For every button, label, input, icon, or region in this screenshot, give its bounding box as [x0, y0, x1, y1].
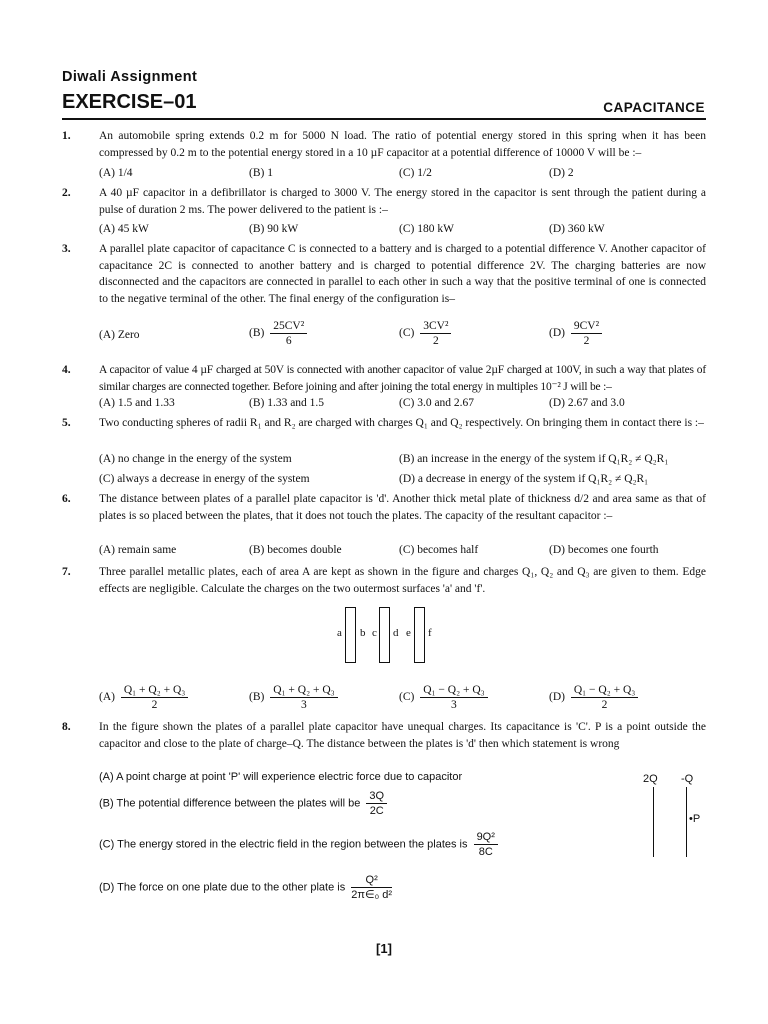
- question-number: 8.: [62, 721, 71, 733]
- option-a[interactable]: (A) remain same: [99, 544, 177, 556]
- question-text: The distance between plates of a parallel plate capacitor is 'd'. Another thick metal plate of thickness d/2 and area same as that of plates is so placed between the plates, that it does not touch the plates. The capacity of the resultant capacitor :–: [99, 493, 706, 522]
- option-d[interactable]: (D) becomes one fourth: [549, 544, 659, 556]
- option-c[interactable]: (C) 1/2: [399, 167, 432, 179]
- plate-3: [414, 607, 425, 663]
- question-number: 3.: [62, 243, 71, 255]
- plate-2: [379, 607, 390, 663]
- question-text: In the figure shown the plates of a parallel plate capacitor have unequal charges. Its capacitance is 'C'. P is a point outside the capacitor and close to the plate of charge–Q. The distance between the plates is 'd' then which statement is wrong: [99, 721, 706, 750]
- fraction: $\frac{\text{Q₁ + Q₂ + Q₃}}{3}$: [270, 683, 337, 712]
- plate-1: [345, 607, 356, 663]
- option-a[interactable]: (A) 1/4: [99, 167, 133, 179]
- plate-right: [686, 787, 687, 857]
- question-number: 2.: [62, 187, 71, 199]
- option-b[interactable]: [99, 789, 390, 818]
- surface-label-b: b: [360, 627, 366, 639]
- option-text: (D) The force on one plate due to the other plate is: [99, 881, 346, 894]
- assignment-subtitle: Diwali Assignment: [62, 69, 198, 85]
- option-b[interactable]: (B) 90 kW: [249, 223, 299, 235]
- header-rule: [62, 118, 706, 120]
- plate-charge-neg-q: -Q: [681, 773, 694, 785]
- option-b[interactable]: [249, 683, 341, 712]
- option-d[interactable]: [549, 319, 605, 348]
- question-text: A 40 µF capacitor in a defibrillator is charged to 3000 V. The energy stored in the capacitor is sent through the patient during a pulse of duration 2 ms. The power delivered to the patient is :–: [99, 187, 706, 216]
- surface-label-a: a: [337, 627, 342, 639]
- option-c[interactable]: [399, 319, 454, 348]
- option-d[interactable]: [99, 873, 395, 902]
- option-c[interactable]: [399, 683, 491, 712]
- option-c[interactable]: [99, 830, 501, 859]
- option-letter: (D): [549, 691, 565, 704]
- fraction: $\frac{\text{Q₁ − Q₂ + Q₃}}{3}$: [420, 683, 487, 712]
- fraction: $\frac{3Q}{2C}$: [366, 789, 387, 818]
- option-text: (C) The energy stored in the electric field in the region between the plates is: [99, 838, 468, 851]
- surface-label-d: d: [393, 627, 399, 639]
- fraction: $\frac{\text{9Q²}}{8C}$: [474, 830, 498, 859]
- question-number: 5.: [62, 417, 71, 429]
- option-letter: (A): [99, 691, 115, 704]
- question-number: 1.: [62, 130, 71, 142]
- plate-charge-2q: 2Q: [643, 773, 658, 785]
- option-b[interactable]: (B) 1.33 and 1.5: [249, 397, 325, 409]
- page-number: [1]: [376, 941, 392, 956]
- option-letter: (C): [399, 327, 415, 340]
- fraction: $\frac{\text{Q₁ − Q₂ + Q₃}}{2}$: [571, 683, 638, 712]
- option-d[interactable]: (D) a decrease in energy of the system if Q₁R₂ ≠ Q₂R₁: [399, 473, 649, 485]
- fraction: $\frac{\text{Q₁ + Q₂ + Q₃}}{2}$: [121, 683, 188, 712]
- option-d[interactable]: (D) 360 kW: [549, 223, 605, 235]
- question-number: 7.: [62, 566, 71, 578]
- option-b[interactable]: (B) an increase in the energy of the system if Q₁R₂ ≠ Q₂R₁: [399, 453, 669, 465]
- option-letter: (C): [399, 691, 415, 704]
- option-d[interactable]: (D) 2.67 and 3.0: [549, 397, 625, 409]
- point-p-label: •P: [689, 813, 701, 825]
- option-letter: (B): [249, 327, 265, 340]
- plate-left: [653, 787, 654, 857]
- fraction: $\frac{\text{9CV²}}{2}$: [571, 319, 602, 348]
- option-b[interactable]: (B) becomes double: [249, 544, 342, 556]
- option-b[interactable]: (B) 1: [249, 167, 273, 179]
- option-c[interactable]: (C) 3.0 and 2.67: [399, 397, 475, 409]
- surface-label-f: f: [428, 627, 432, 639]
- surface-label-c: c: [372, 627, 377, 639]
- option-c[interactable]: (C) becomes half: [399, 544, 479, 556]
- question-text: A capacitor of value 4 µF charged at 50V is connected with another capacitor of value 2µF charged at 100V, in such a way that plates of similar charges are connected together. Before joining and after joining the total energy in multiples 10⁻² J will be :–: [99, 364, 706, 393]
- option-c[interactable]: (C) always a decrease in energy of the system: [99, 473, 310, 485]
- option-d[interactable]: [549, 683, 641, 712]
- fraction: $\frac{\text{3CV²}}{2}$: [420, 319, 451, 348]
- option-letter: (B): [249, 691, 265, 704]
- option-c[interactable]: (C) 180 kW: [399, 223, 454, 235]
- question-number: 4.: [62, 364, 71, 376]
- question-text: A parallel plate capacitor of capacitance C is connected to a battery and is charged to a potential difference V. Another capacitor of capacitance 2C is connected to another battery and is charged to potential difference 2V. The charging batteries are now disconnected and the capacitors are connected in parallel to each other in such a way that the positive terminal of one is connected to the negative terminal of the other. The final energy of the configuration is–: [99, 243, 706, 305]
- option-d[interactable]: (D) 2: [549, 167, 574, 179]
- option-a[interactable]: (A) no change in the energy of the system: [99, 453, 292, 465]
- fraction: $\frac{\text{25CV²}}{6}$: [270, 319, 307, 348]
- option-a[interactable]: (A) Zero: [99, 329, 140, 341]
- question-text: An automobile spring extends 0.2 m for 5000 N load. The ratio of potential energy stored in this spring when it has been compressed by 0.2 m to the potential energy stored in a 10 µF capacitor at a potential difference of 10000 V will be :–: [99, 130, 706, 159]
- option-b[interactable]: [249, 319, 310, 348]
- topic-label: CAPACITANCE: [603, 100, 705, 115]
- exercise-title: EXERCISE–01: [62, 91, 197, 113]
- option-a[interactable]: (A) 45 kW: [99, 223, 149, 235]
- option-text: (B) The potential difference between the plates will be: [99, 797, 361, 810]
- option-a[interactable]: [99, 683, 191, 712]
- option-a[interactable]: (A) 1.5 and 1.33: [99, 397, 175, 409]
- question-number: 6.: [62, 493, 71, 505]
- surface-label-e: e: [406, 627, 411, 639]
- option-a[interactable]: (A) A point charge at point 'P' will experience electric force due to capacitor: [99, 771, 463, 783]
- option-letter: (D): [549, 327, 565, 340]
- question-text: Two conducting spheres of radii R₁ and R₂ are charged with charges Q₁ and Q₂ respectively. On bringing them in contact there is :–: [99, 417, 704, 429]
- fraction: $\frac{\text{Q²}}{\text{2π∈₀ d²}}$: [351, 874, 392, 901]
- question-text: Three parallel metallic plates, each of area A are kept as shown in the figure and charges Q₁, Q₂ and Q₃ are given to them. Edge effects are negligible. Calculate the charges on the two outermost surfaces 'a' and 'f'.: [99, 566, 706, 595]
